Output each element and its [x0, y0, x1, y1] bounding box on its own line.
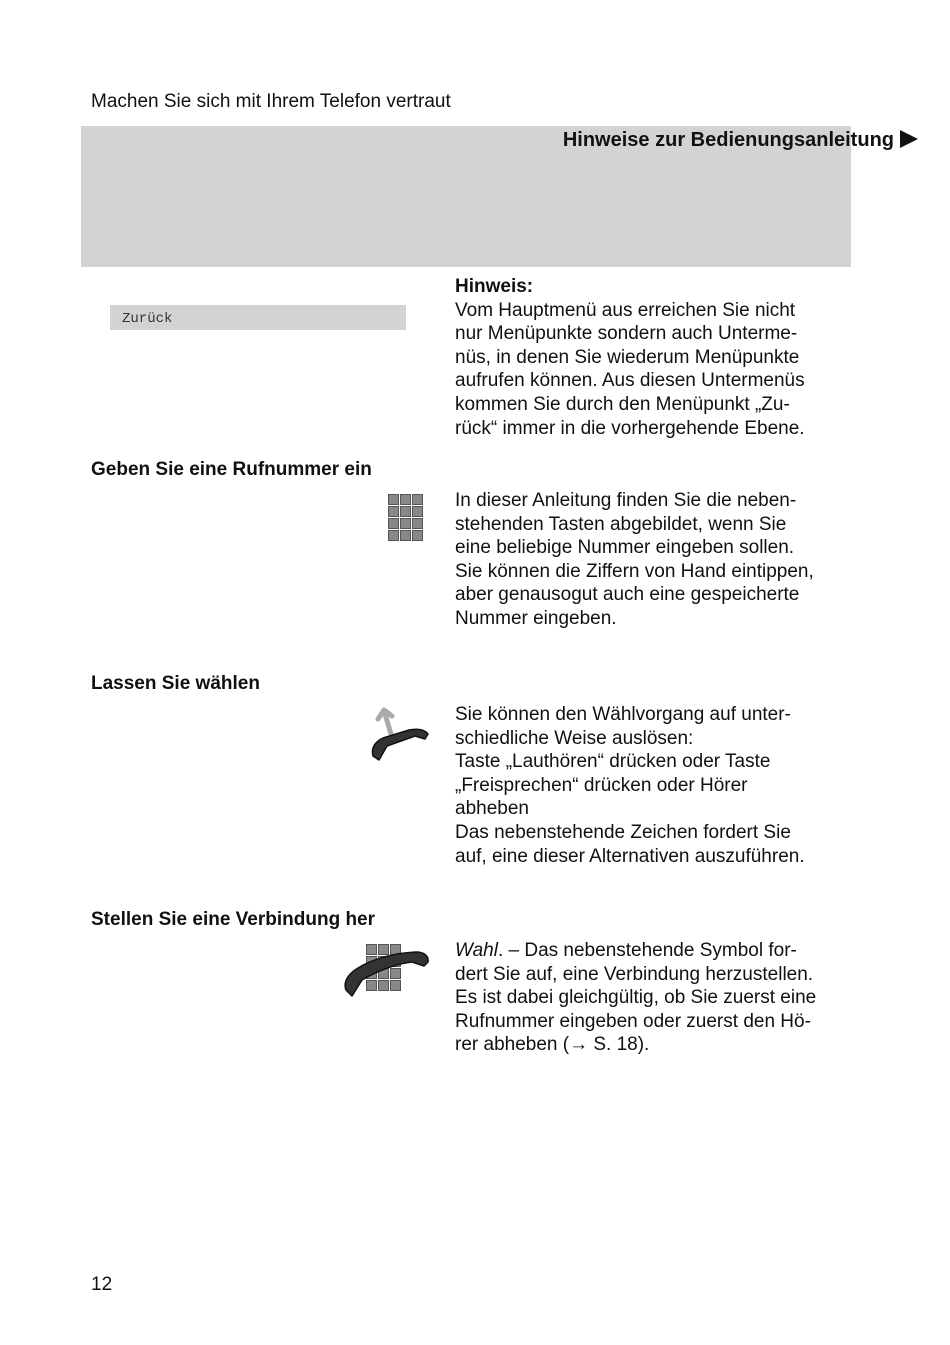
hinweis-line: kommen Sie durch den Menüpunkt „Zu- [455, 393, 790, 415]
text-line: Das nebenstehende Zeichen fordert Sie [455, 821, 791, 843]
section-heading-rufnummer: Geben Sie eine Rufnummer ein [91, 459, 372, 480]
hinweis-line: rück“ immer in die vorhergehende Ebene. [455, 417, 805, 439]
hinweis-line: nüs, in denen Sie wiederum Menüpunkte [455, 346, 800, 368]
text-line: dert Sie auf, eine Verbindung herzustellen. [455, 963, 814, 985]
phone-display [110, 305, 406, 330]
text-line: eine beliebige Nummer eingeben sollen. [455, 537, 795, 559]
hinweis-heading: Hinweis: [455, 276, 534, 297]
section-heading-waehlen: Lassen Sie wählen [91, 673, 260, 694]
hinweis-line: nur Menüpunkte sondern auch Unterme- [455, 323, 798, 345]
text-line: Es ist dabei gleichgültig, ob Sie zuerst eine [455, 987, 817, 1009]
banner-title [563, 129, 918, 152]
text-line: Rufnummer eingeben oder zuerst den Hö- [455, 1010, 811, 1032]
dial-connection-icon [340, 940, 435, 1000]
hinweis-line: aufrufen können. Aus diesen Untermenüs [455, 370, 805, 392]
hinweis-block [455, 275, 855, 440]
banner-title-text: Hinweise zur Bedienungsanleitung [562, 129, 894, 151]
verbindung-text [455, 939, 855, 1057]
text-line: schiedliche Weise auslösen: [455, 727, 694, 749]
text-line: abheben [455, 798, 529, 820]
rufnummer-text [455, 489, 855, 631]
right-triangle-icon [900, 130, 918, 148]
lift-handset-icon [365, 702, 435, 764]
text-line-rest: . – Das nebenstehende Symbol for- [497, 940, 797, 961]
page-header-title: Machen Sie sich mit Ihrem Telefon vertraut [91, 91, 451, 112]
keypad-icon [388, 494, 423, 541]
text-line: Taste „Lauthören“ drücken oder Taste [455, 751, 771, 773]
display-text: Zurück [122, 311, 173, 327]
text-line: Sie können den Wählvorgang auf unter- [455, 704, 791, 725]
hinweis-line: Vom Hauptmenü aus erreichen Sie nicht [455, 299, 796, 321]
page-number: 12 [91, 1274, 113, 1295]
text-line: stehenden Tasten abgebildet, wenn Sie [455, 513, 787, 535]
text-line: „Freisprechen“ drücken oder Hörer [455, 774, 748, 796]
section-heading-verbindung: Stellen Sie eine Verbindung her [91, 909, 376, 930]
text-line: auf, eine dieser Alternativen auszuführen. [455, 845, 805, 867]
text-line: In dieser Anleitung finden Sie die neben- [455, 490, 797, 511]
text-line: rer abheben (→ S. 18). [455, 1034, 650, 1056]
wahl-term: Wahl [455, 940, 498, 961]
waehlen-text [455, 703, 855, 868]
text-line: Nummer eingeben. [455, 607, 617, 629]
text-line [455, 939, 855, 963]
text-line: Sie können die Ziffern von Hand eintippen, [455, 560, 814, 582]
handset-icon [340, 940, 435, 1000]
text-line: aber genausogut auch eine gespeicherte [455, 584, 800, 606]
